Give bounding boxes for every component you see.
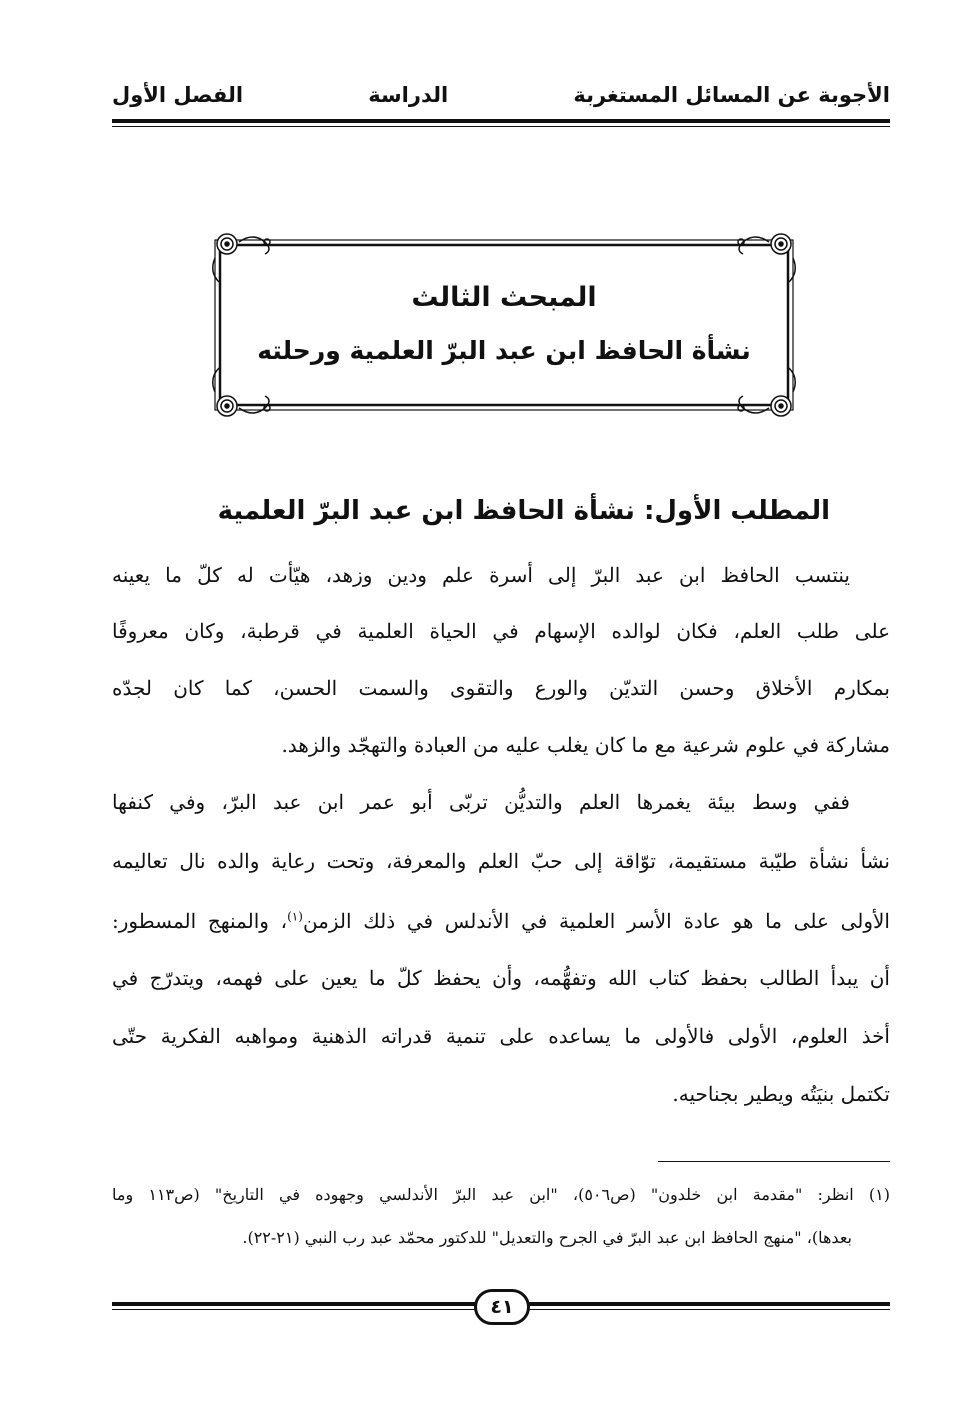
paragraph-line: على طلب العلم، فكان لوالده الإسهام في الحياة العلمية في قرطبة، وكان معروفًا — [112, 619, 890, 643]
floral-ornament-icon — [213, 234, 270, 282]
paragraph-line: بمكارم الأخلاق وحسن التديّن والورع والتقوى والسمت الحسن، كما كان لجدّه — [112, 676, 890, 700]
footnote-text: بعدها)، "منهج الحافظ ابن عبد البرّ في الجرح والتعديل" للدكتور محمّد عبد رب النبي (٢١-٢٢). — [242, 1228, 852, 1247]
paragraph-text: الأولى على ما هو عادة الأسر العلمية في الأندلس في ذلك الزمن — [302, 909, 890, 933]
subsection-heading: المطلب الأول: نشأة الحافظ ابن عبد البرّ العلمية — [217, 496, 830, 526]
floral-ornament-icon — [738, 234, 795, 282]
chapter-title: الفصل الأول — [112, 83, 244, 107]
paragraph-line: ينتسب الحافظ ابن عبد البرّ إلى أسرة علم ودين وزهد، هيّأت له كلّ ما يعينه — [112, 563, 850, 587]
floral-ornament-icon — [738, 368, 795, 416]
paragraph-line: ففي وسط بيئة يغمرها العلم والتديُّن تربّى أبو عمر ابن عبد البرّ، وفي كنفها — [112, 790, 850, 814]
paragraph-line-with-footnote-ref — [112, 906, 890, 936]
ornamental-border — [205, 230, 803, 420]
header-rule — [112, 119, 890, 123]
footer-rule — [112, 1302, 476, 1306]
footnote-separator — [658, 1161, 890, 1162]
footnote-text: (١) انظر: "مقدمة ابن خلدون" (ص٥٠٦)، "ابن عبد البرّ الأندلسي وجهوده في التاريخ" (ص١١٣ وما — [112, 1185, 890, 1204]
footer-rule-thin — [112, 1309, 476, 1310]
footer-rule — [528, 1302, 890, 1306]
part-title: الدراسة — [368, 83, 449, 107]
running-header — [112, 78, 890, 112]
footer-rule-thin — [528, 1309, 890, 1310]
paragraph-line: أن يبدأ الطالب بحفظ كتاب الله وتفهُّمه، وأن يحفظ كلّ ما يعين على فهمه، ويتدرّج في — [112, 966, 890, 990]
section-title: المبحث الثالث — [411, 282, 597, 313]
book-title: الأجوبة عن المسائل المستغربة — [573, 83, 890, 107]
footnote-reference[interactable]: (١) — [287, 909, 303, 924]
paragraph-line: مشاركة في علوم شرعية مع ما كان يغلب عليه من العبادة والتهجّد والزهد. — [281, 733, 890, 757]
paragraph-line: تكتمل بنيَتُه ويطير بجناحيه. — [672, 1082, 890, 1106]
page-number: ٤١ — [474, 1289, 530, 1325]
paragraph-line: نشأ نشأة طيّبة مستقيمة، توّاقة إلى حبّ العلم والمعرفة، وتحت رعاية والده نال تعاليمه — [112, 849, 890, 873]
floral-ornament-icon — [213, 368, 270, 416]
paragraph-text: ، والمنهج المسطور: — [112, 909, 288, 933]
header-rule-thin — [112, 126, 890, 127]
title-frame — [205, 230, 803, 420]
paragraph-line: أخذ العلوم، الأولى فالأولى ما يساعده على تنمية قدراته الذهنية ومواهبه الفكرية حتّى — [112, 1024, 890, 1048]
section-subtitle: نشأة الحافظ ابن عبد البرّ العلمية ورحلته — [257, 336, 751, 365]
